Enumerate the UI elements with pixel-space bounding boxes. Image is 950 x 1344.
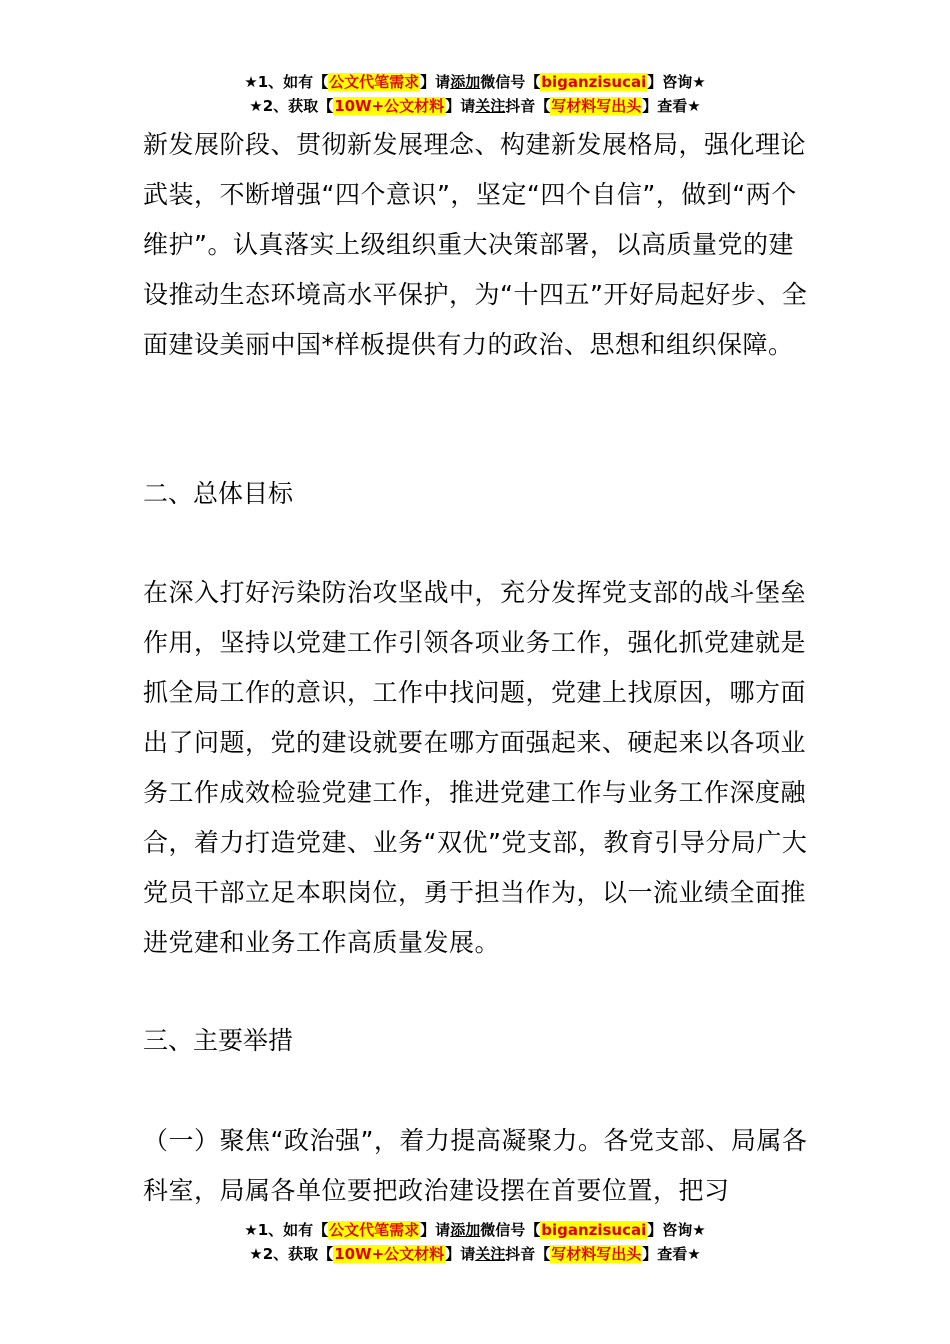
paragraph-text: 新发展阶段、贯彻新发展理念、构建新发展格局，强化理论武装，不断增强“四个意识”，坚定“四个自信”，做到“两个维护”。认真落实上级组织重大决策部署，以高质量党的建设推动生态环境高水平保护，为“十四五”开好局起好步、全面建设美丽中国*样板提供有力的政治、思想和组织保障。 xyxy=(143,130,808,359)
banner-highlight: 公文代笔需求 xyxy=(329,73,420,91)
paragraph-2 xyxy=(143,568,808,968)
banner-text: 】请 xyxy=(420,1221,451,1239)
banner-highlight: 10W+公文材料 xyxy=(334,1245,445,1263)
banner-text: 微信号【 xyxy=(480,73,541,91)
banner-text: ★2、获取【 xyxy=(249,97,334,115)
banner-text: 】咨询★ xyxy=(647,73,706,91)
banner-highlight: 10W+公文材料 xyxy=(334,97,445,115)
banner-highlight: biganzisucai xyxy=(541,1221,647,1239)
banner-line-2 xyxy=(0,1242,950,1266)
banner-text: ★1、如有【 xyxy=(244,1221,329,1239)
banner-text: 】请 xyxy=(445,1245,476,1263)
banner-text: ★2、获取【 xyxy=(249,1245,334,1263)
paragraph-3 xyxy=(143,1116,808,1216)
banner-highlight: 公文代笔需求 xyxy=(329,1221,420,1239)
banner-text: ★1、如有【 xyxy=(244,73,329,91)
banner-underlined-text: 添加 xyxy=(450,1221,481,1239)
header-banner xyxy=(0,70,950,118)
banner-underlined-text: 添加 xyxy=(450,73,481,91)
banner-highlight: 写材料写出头 xyxy=(551,97,642,115)
paragraph-text: （一）聚焦“政治强”，着力提高凝聚力。各党支部、局属各科室，局属各单位要把政治建设摆在首要位置，把习 xyxy=(143,1126,808,1205)
banner-text: 】查看★ xyxy=(642,97,701,115)
banner-text: 抖音【 xyxy=(505,1245,551,1263)
banner-highlight: biganzisucai xyxy=(541,73,647,91)
paragraph-1 xyxy=(143,120,808,370)
banner-underlined-text: 关注 xyxy=(475,97,506,115)
banner-text: 】咨询★ xyxy=(647,1221,706,1239)
banner-text: 微信号【 xyxy=(480,1221,541,1239)
banner-highlight: 写材料写出头 xyxy=(551,1245,642,1263)
banner-underlined-text: 关注 xyxy=(475,1245,506,1263)
banner-text: 】请 xyxy=(445,97,476,115)
banner-line-1 xyxy=(0,70,950,94)
banner-text: 】请 xyxy=(420,73,451,91)
section-heading-3: 三、主要举措 xyxy=(143,1026,294,1055)
banner-text: 抖音【 xyxy=(505,97,551,115)
banner-text: 】查看★ xyxy=(642,1245,701,1263)
section-heading-2: 二、总体目标 xyxy=(143,479,294,508)
paragraph-text: 在深入打好污染防治攻坚战中，充分发挥党支部的战斗堡垒作用，坚持以党建工作引领各项业务工作，强化抓党建就是抓全局工作的意识，工作中找问题，党建上找原因，哪方面出了问题，党的建设就要在哪方面强起来、硬起来以各项业务工作成效检验党建工作，推进党建工作与业务工作深度融合，着力打造党建、业务“双优”党支部，教育引导分局广大党员干部立足本职岗位，勇于担当作为，以一流业绩全面推进党建和业务工作高质量发展。 xyxy=(143,578,808,957)
footer-banner xyxy=(0,1218,950,1266)
banner-line-1 xyxy=(0,1218,950,1242)
banner-line-2 xyxy=(0,94,950,118)
